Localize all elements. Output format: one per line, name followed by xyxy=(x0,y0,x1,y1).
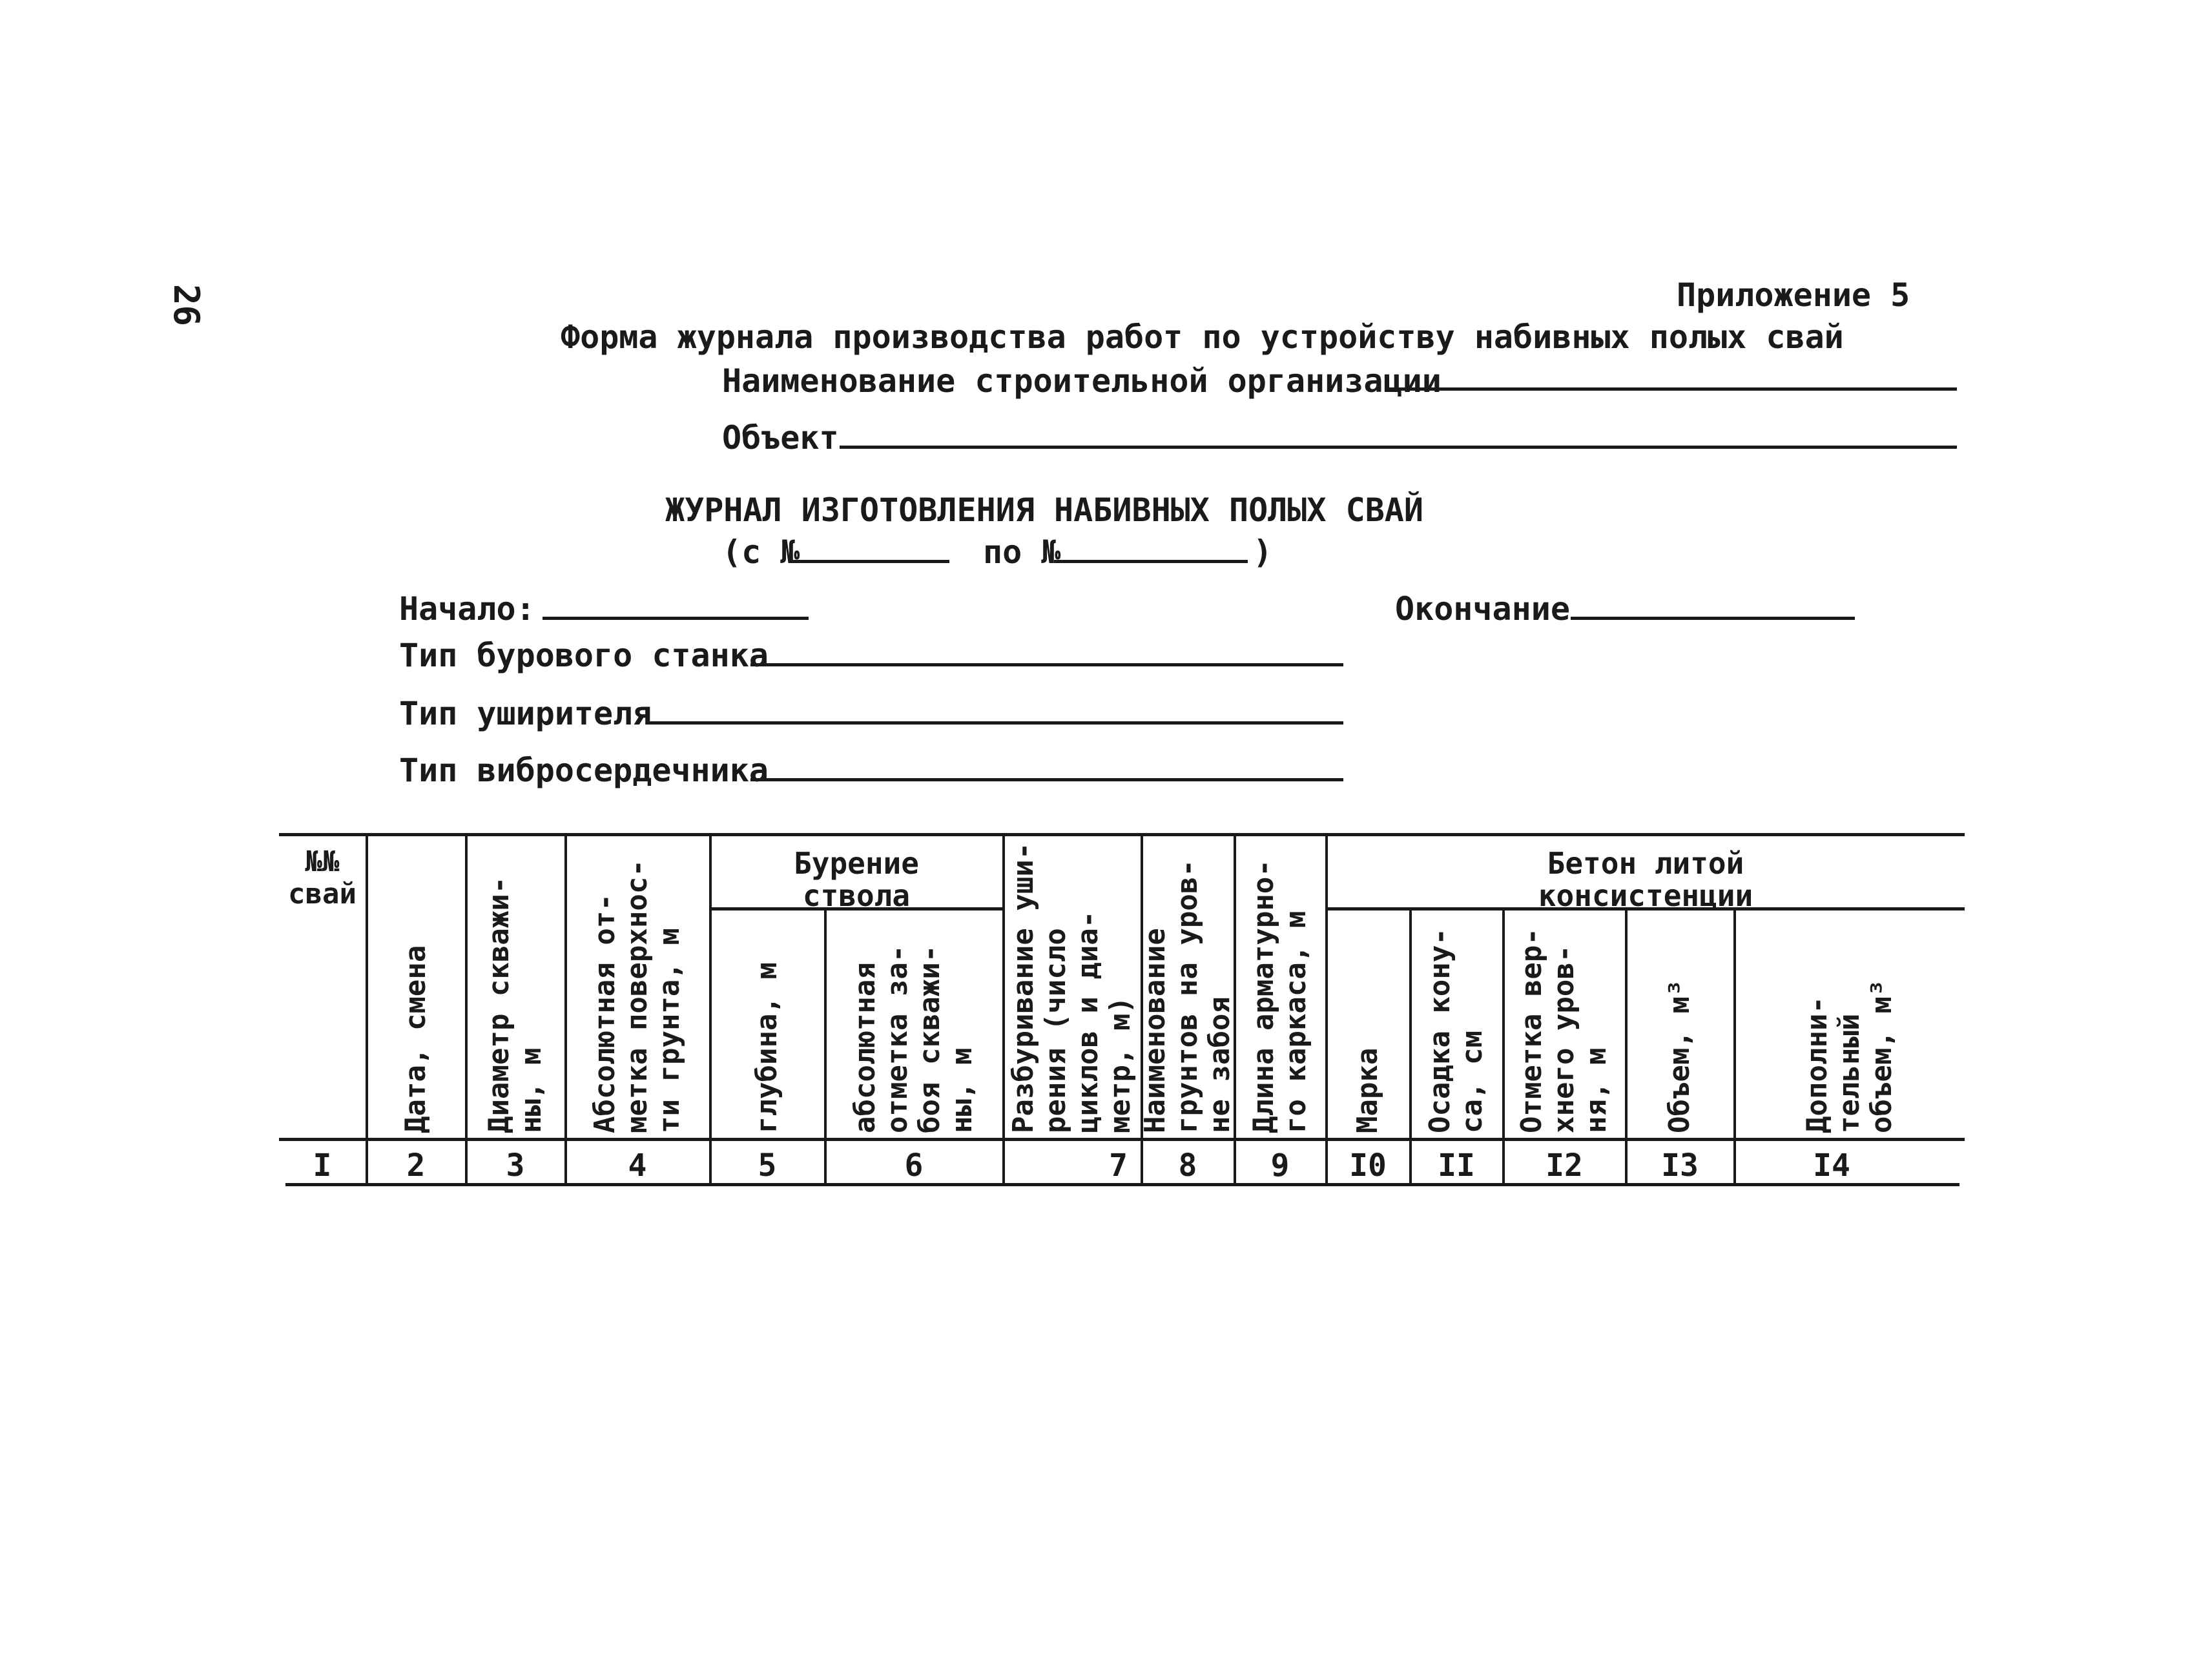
page-number: 26 xyxy=(166,284,207,327)
org-label: Наименование строительной организации xyxy=(722,362,1442,400)
journal-title: ЖУРНАЛ ИЗГОТОВЛЕНИЯ НАБИВНЫХ ПОЛЫХ СВАЙ xyxy=(665,491,1423,529)
col-cage-length-header: Длина арматурно- го каркаса, м xyxy=(1247,859,1312,1133)
col-diameter-cell xyxy=(466,839,564,1133)
org-field[interactable] xyxy=(1389,387,1957,391)
col-slump-header: Осадка кону- са, см xyxy=(1423,928,1489,1133)
col-volume-cell xyxy=(1626,914,1733,1133)
col-number: 7 xyxy=(1109,1147,1128,1184)
col-ground-mark-header: Абсолютная от- метка поверхнос- ти грунта, м xyxy=(588,859,686,1133)
col-soil-name-cell xyxy=(1139,839,1236,1133)
col-number: I2 xyxy=(1545,1147,1583,1184)
drill-type-field[interactable] xyxy=(750,663,1343,666)
end-label: Окончание xyxy=(1395,590,1570,628)
col-number: 6 xyxy=(904,1147,924,1184)
col-number: 8 xyxy=(1178,1147,1197,1184)
col-extra-volume-cell xyxy=(1735,914,1965,1133)
col-number: I0 xyxy=(1349,1147,1387,1184)
group-concrete-header: Бетон литой консистенции xyxy=(1538,846,1753,913)
start-field[interactable] xyxy=(543,617,809,620)
col-bottom-mark-header: абсолютная отметка за- боя скважи- ны, м xyxy=(849,945,978,1133)
appendix-label: Приложение 5 xyxy=(1677,276,1910,314)
range-close: ) xyxy=(1253,533,1273,571)
range-middle: по № xyxy=(983,533,1061,571)
group-drilling-header: Бурение ствола xyxy=(794,846,919,913)
col-top-level-header: Отметка вер- хнего уров- ня, м xyxy=(1515,928,1613,1133)
col-slump-cell xyxy=(1411,914,1502,1133)
col-grade-cell xyxy=(1327,914,1409,1133)
vibro-type-field[interactable] xyxy=(750,778,1343,781)
range-to-field[interactable] xyxy=(1054,560,1248,563)
col-extra-volume-header: Дополни- тельный объем, м³ xyxy=(1801,979,1898,1133)
col-ground-mark-cell xyxy=(566,839,709,1133)
col-diameter-header: Диаметр скважи- ны, м xyxy=(482,876,548,1133)
col-number: I4 xyxy=(1813,1147,1850,1184)
col-volume-header: Объем, м³ xyxy=(1663,979,1696,1133)
col-number: 2 xyxy=(406,1147,426,1184)
col-number: 5 xyxy=(758,1147,777,1184)
col-date-shift-header: Дата, смена xyxy=(399,945,432,1133)
expander-type-label: Тип уширителя xyxy=(399,695,652,732)
col-date-shift-cell xyxy=(367,839,465,1133)
col-number: I3 xyxy=(1661,1147,1699,1184)
col-grade-header: Марка xyxy=(1351,1047,1384,1133)
col-depth-header: глубина, м xyxy=(750,962,783,1133)
vibro-type-label: Тип вибросердечника xyxy=(399,752,769,789)
col-top-level-cell xyxy=(1504,914,1625,1133)
object-label: Объект xyxy=(722,419,839,457)
col-depth-cell xyxy=(710,914,824,1133)
range-open: (с № xyxy=(722,533,800,571)
end-field[interactable] xyxy=(1571,617,1855,620)
drill-type-label: Тип бурового станка xyxy=(399,637,769,674)
col-number: 4 xyxy=(628,1147,647,1184)
col-number: 9 xyxy=(1270,1147,1290,1184)
col-expansion-cell xyxy=(1004,839,1141,1133)
col-number: II xyxy=(1438,1147,1475,1184)
col-cage-length-cell xyxy=(1235,839,1325,1133)
col-number: 3 xyxy=(506,1147,525,1184)
col-soil-name-header: Наименование грунтов на уров- не забоя xyxy=(1139,859,1236,1133)
object-field[interactable] xyxy=(840,446,1957,449)
start-label: Начало: xyxy=(399,590,535,628)
col-bottom-mark-cell xyxy=(825,914,1002,1133)
range-from-field[interactable] xyxy=(789,560,949,563)
expander-type-field[interactable] xyxy=(646,721,1343,725)
col-expansion-header: Разбуривание уши- рения (число циклов и диа- метр, м) xyxy=(1007,842,1137,1133)
col-pile-number-header: №№ свай xyxy=(288,845,357,911)
col-number: I xyxy=(313,1147,332,1184)
form-title: Форма журнала производства работ по устройству набивных полых свай xyxy=(561,318,1844,356)
